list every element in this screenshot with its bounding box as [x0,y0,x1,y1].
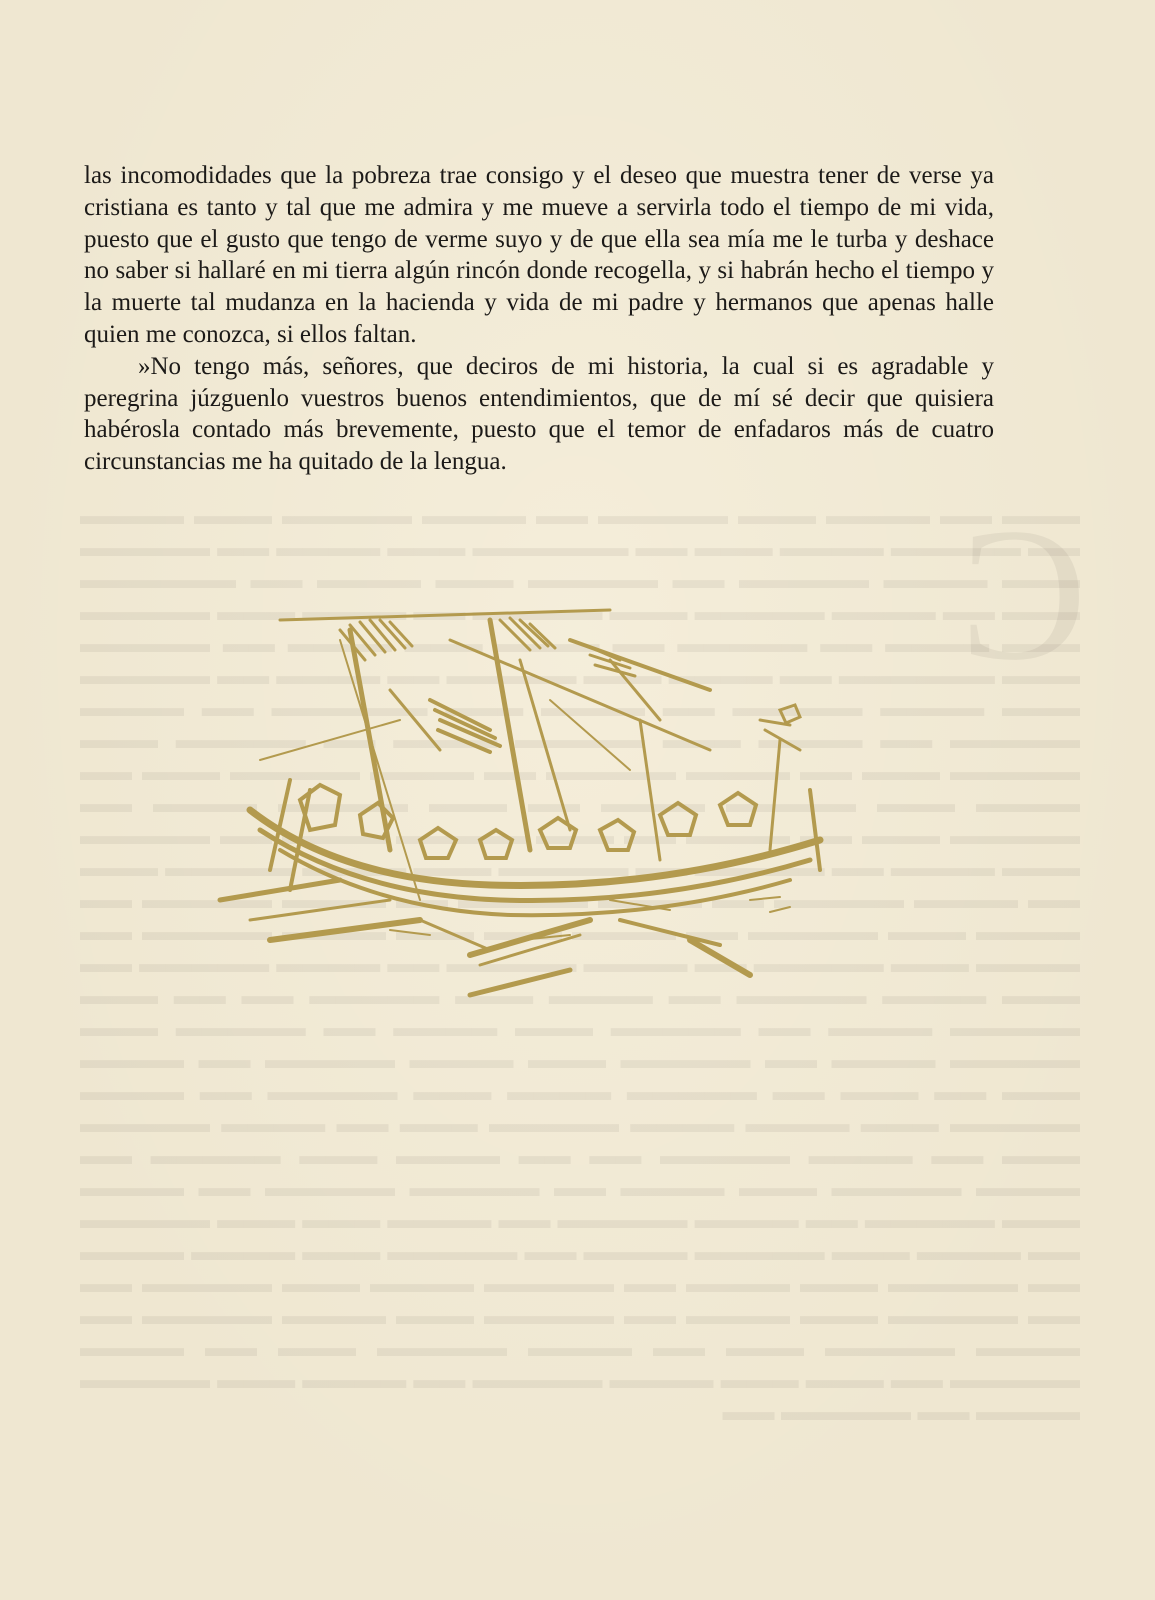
bleed-through-texture: C ▬▬▬ ▬▬ ▬▬▬▬ ▬▬▬ ▬▬▬▬▬ ▬▬ ▬▬▬▬ ▬▬▬▬▬ ▬▬▬ ▬▬▬▬ ▬▬ ▬▬▬▬▬ ▬▬▬▬ ▬▬▬ ▬▬ ▬▬▬▬▬▬ ▬▬▬ ▬▬▬▬ ▬▬ ▬▬▬▬▬ ▬▬▬ ▬▬▬▬ ▬▬▬▬▬ ▬▬ ▬▬▬▬▬ ▬▬▬ ▬▬▬▬ ▬▬ ▬▬▬▬▬▬ ▬▬▬ ▬▬ ▬▬▬▬ ▬▬▬▬▬ ▬▬▬ ▬▬▬▬▬ ▬▬ ▬▬▬▬ ▬▬▬ ▬▬▬▬▬ ▬▬▬ ▬▬▬▬ ▬▬ ▬▬▬▬▬ ▬▬ ▬▬▬▬ ▬▬▬ ▬▬▬▬ ▬▬ ▬▬▬▬▬ ▬▬▬ ▬▬▬▬▬▬ ▬▬ ▬▬▬▬ ▬▬▬ ▬▬▬▬▬ ▬▬ ▬▬▬▬ ▬▬ ▬▬▬▬▬ ▬▬▬ ▬▬▬▬ ▬▬▬▬▬ ▬▬ ▬▬▬▬ ▬▬▬ ▬▬▬▬▬▬ ▬▬ ▬▬▬▬ ▬▬▬▬▬ ▬▬ ▬▬▬▬ ▬▬▬ ▬▬▬▬▬ ▬▬▬▬ ▬▬ ▬▬▬▬▬ ▬▬▬ ▬▬▬▬▬ ▬▬▬ ▬▬ ▬▬▬▬ ▬▬▬▬▬ ▬▬ ▬▬▬▬ ▬▬▬▬▬ ▬▬▬ ▬▬ ▬▬▬▬ ▬▬▬ ▬▬▬▬▬ ▬▬▬▬ ▬▬ ▬▬▬ ▬▬▬▬▬ ▬▬▬▬ ▬▬ ▬▬▬▬▬ ▬▬▬ ▬▬ ▬▬▬▬ ▬▬ ▬▬▬ ▬▬▬▬▬ ▬▬▬▬ ▬▬ ▬▬▬▬▬ ▬▬▬ ▬▬▬▬ ▬▬ ▬▬▬▬▬ ▬▬ ▬▬▬▬▬ ▬▬▬ ▬▬▬▬ ▬▬▬▬▬ ▬▬▬ ▬▬ ▬▬▬▬ ▬▬▬▬▬ ▬▬ ▬▬▬▬ ▬▬▬▬▬ ▬▬ ▬▬▬▬ ▬▬▬▬▬ ▬▬ ▬▬▬▬ ▬▬▬ ▬▬▬▬▬ ▬▬ ▬▬▬▬ ▬▬▬ ▬▬▬ ▬▬▬▬ ▬▬▬▬▬ ▬▬ ▬▬▬▬ ▬▬▬ ▬▬▬▬▬ ▬▬ ▬▬▬▬ ▬▬▬▬▬ ▬▬ ▬▬▬▬ ▬▬▬▬▬ ▬▬ ▬▬▬ ▬▬▬▬ ▬▬▬▬▬ ▬▬ ▬▬▬▬ ▬▬▬ ▬▬▬▬▬ ▬▬ ▬▬ ▬▬▬ ▬▬▬▬▬ ▬▬▬▬ ▬▬ ▬▬▬▬▬ ▬▬▬ ▬▬▬▬ ▬▬ ▬▬▬▬▬ ▬▬▬ ▬▬▬▬▬ ▬▬▬▬ ▬▬ ▬▬▬▬▬ ▬▬▬ ▬▬▬▬ ▬▬▬▬▬ ▬▬ ▬▬▬▬ ▬▬▬ ▬▬ ▬▬▬ ▬▬ ▬▬▬▬▬ ▬▬▬▬ ▬▬▬ ▬▬▬▬▬ ▬▬ ▬▬▬▬ ▬▬▬▬▬ ▬▬▬ ▬▬▬▬ ▬▬▬▬ ▬▬▬▬▬ ▬▬▬ ▬▬ ▬▬▬▬ ▬▬▬▬▬ ▬▬▬ ▬▬ ▬▬▬▬ ▬▬▬▬▬ ▬▬ ▬▬ ▬▬▬▬ ▬▬▬ ▬▬▬▬▬ ▬▬ ▬▬▬▬ ▬▬▬▬▬ ▬▬▬ ▬▬▬▬ ▬▬ ▬▬▬▬▬ ▬▬▬▬▬ ▬▬ ▬▬▬▬ ▬▬▬ ▬▬▬▬▬ ▬▬ ▬▬▬▬ ▬▬▬▬▬ ▬▬ ▬▬▬▬ ▬▬▬ ▬▬▬ ▬▬▬▬▬ ▬▬ ▬▬▬▬ ▬▬▬ ▬▬▬▬▬ ▬▬▬▬ ▬▬ ▬▬▬▬▬ ▬▬▬ ▬▬▬▬ ▬▬▬▬ ▬▬ ▬▬▬▬▬ ▬▬▬ ▬▬▬▬ ▬▬ ▬▬▬▬▬ ▬▬▬▬ ▬▬▬ ▬▬▬▬▬ ▬▬ ▬▬ ▬▬▬▬▬ ▬▬▬ ▬▬▬▬ ▬▬ ▬▬▬▬▬ ▬▬▬ ▬▬▬▬ ▬▬▬▬▬ ▬▬ ▬▬▬▬ ▬▬▬▬▬ ▬▬▬ ▬▬ ▬▬▬▬ ▬▬▬▬▬ ▬▬▬ ▬▬ ▬▬▬▬ ▬▬▬▬▬ ▬▬ ▬▬▬ ▬▬▬ ▬▬▬▬ ▬▬▬▬▬ ▬▬ ▬▬▬▬ ▬▬▬ ▬▬▬▬▬ ▬▬▬▬ ▬▬ ▬▬▬▬▬ ▬▬ [80,490,1087,1426]
paragraph-1: las incomodidades que la pobreza trae consigo y el deseo que muestra tener de verse ya cristiana es tanto y tal que me admira y me mueve a servirla todo el tiempo de mi vida, puesto que el gusto que tengo de verme suyo y de que ella sea mía me le turba y deshace no saber si hallaré en mi tierra algún rincón donde recogella, y si habrán hecho el tiempo y la muerte tal mudanza en la hacienda y vida de mi padre y hermanos que apenas halle quien me conozca, si ellos faltan. [84,162,994,348]
boat-sketch-icon [190,600,840,1030]
body-text [84,160,994,478]
paragraph-2: »No tengo más, señores, que deciros de mi historia, la cual si es agradable y peregrina júzguenlo vuestros buenos entendimientos, que de mí sé decir que quisiera habérosla contado más brevemente, puesto que el temor de enfadaros más de cuatro circunstancias me ha quitado de la lengua. [84,352,994,476]
